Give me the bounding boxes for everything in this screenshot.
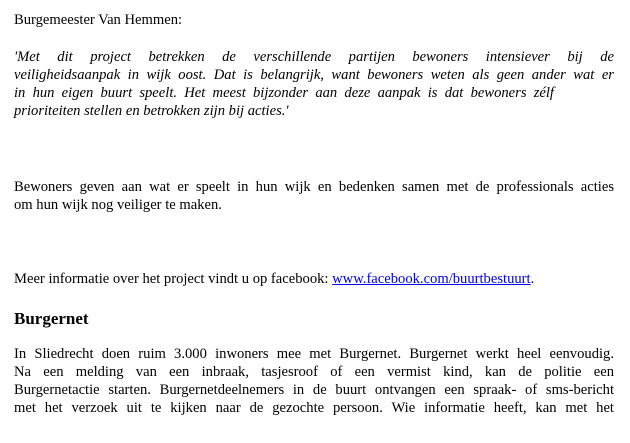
more-info-paragraph	[14, 270, 534, 288]
speaker-label: Burgemeester Van Hemmen:	[14, 12, 183, 28]
quote-line-3: in hun eigen buurt speelt. Het meest bijzonder aan deze aanpak is dat bewoners zélf	[14, 85, 554, 101]
facebook-link[interactable]: www.facebook.com/buurtbestuurt	[332, 271, 531, 287]
more-info-suffix: .	[530, 271, 535, 287]
burgernet-line-3: Burgernetactie starten. Burgernetdeelnemers in de buurt ontvangen een spraak- of sms-bericht	[14, 382, 614, 398]
residents-line-2: om hun wijk nog veiliger te maken.	[14, 197, 222, 213]
burgernet-line-1: In Sliedrecht doen ruim 3.000 inwoners mee met Burgernet. Burgernet werkt heel eenvoudig.	[14, 346, 614, 362]
quote-line-1: 'Met dit project betrekken de verschillende partijen bewoners intensiever bij de	[14, 49, 614, 65]
burgernet-heading: Burgernet	[14, 309, 89, 328]
quote-line-4: prioriteiten stellen en betrokken zijn bij acties.'	[14, 103, 289, 119]
burgernet-line-4: met het verzoek uit te kijken naar de gezochte persoon. Wie informatie heeft, kan met het	[14, 400, 614, 416]
burgernet-line-2: Na een melding van een inbraak, tasjesroof of een vermist kind, kan de politie een	[14, 364, 614, 380]
more-info-prefix: Meer informatie over het project vindt u op facebook:	[14, 271, 333, 287]
quote-line-2: veiligheidsaanpak in wijk oost. Dat is belangrijk, want bewoners weten als geen ander wat er	[14, 67, 614, 83]
residents-line-1: Bewoners geven aan wat er speelt in hun wijk en bedenken samen met de professionals acties	[14, 179, 614, 195]
